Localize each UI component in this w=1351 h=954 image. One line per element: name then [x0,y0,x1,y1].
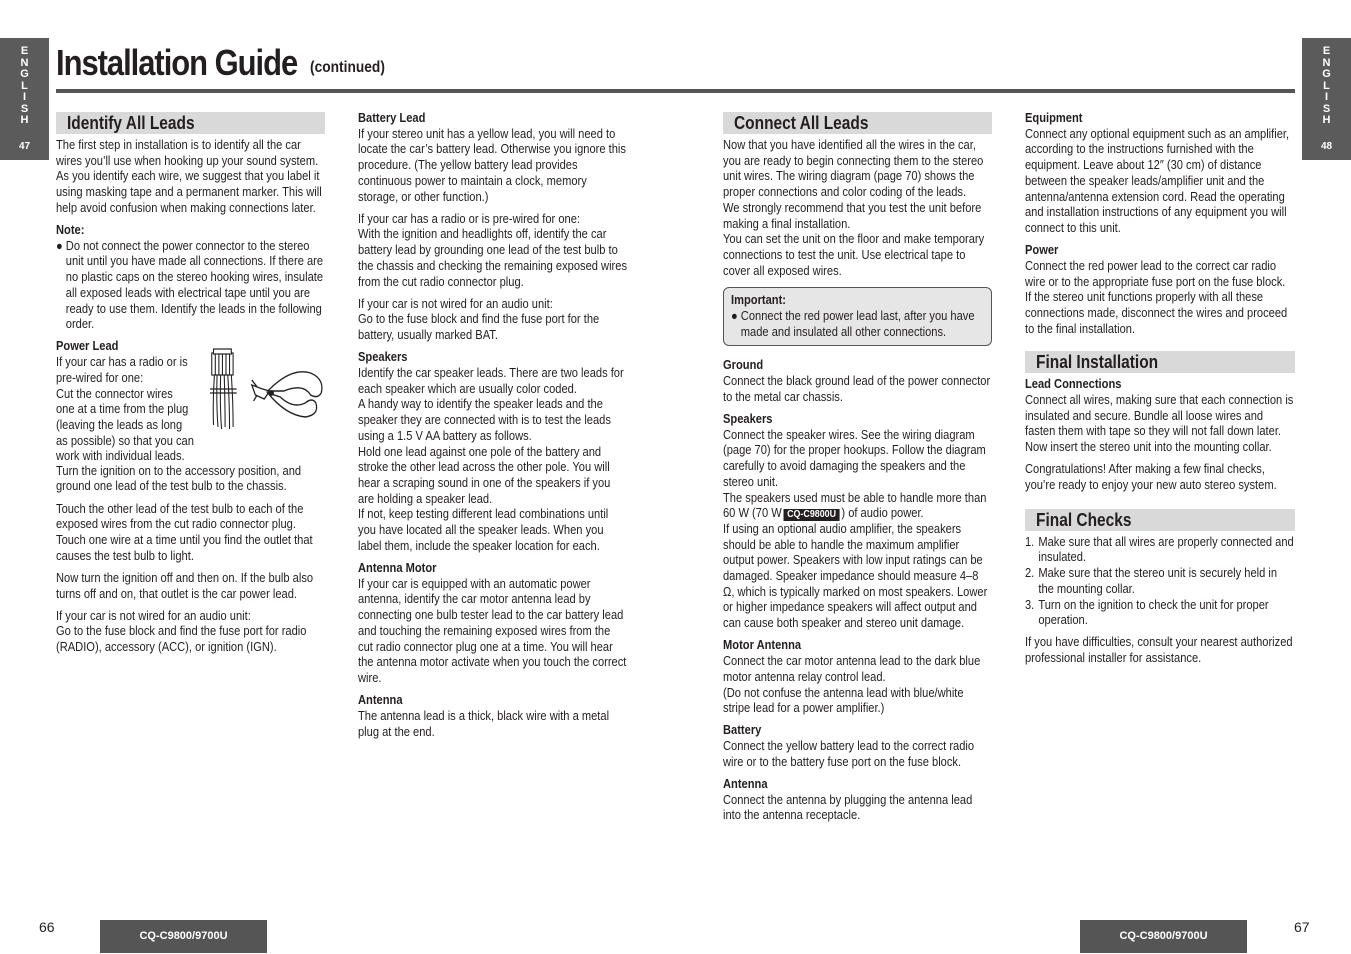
language-tab-left [0,38,49,160]
subheading-antenna: Antenna [723,777,768,792]
note-bullet-item: ● Do not connect the power connector to the stereo unit until you have made all connections. If there are no plastic caps on the stereo hooking wires, insulate all exposed leads with electrical tape until you are ready to use them. Identify the leads in the following order. [56,238,324,332]
subheading-antenna-motor: Antenna Motor [358,560,437,575]
subheading-ground: Ground [723,358,764,373]
paragraph: Identify the car speaker leads. There are two leads for each speaker which are usually color coded. A handy way to identify the speaker leads and the speaker they are connected with is to test the leads using a 1.5 V AA battery as follows. Hold one lead against one pole of the battery and stroke the other lead across the other pole. You will hear a scraping sound in one of the speakers if you are holding a speaker lead. If not, keep testing different lead combinations until you have located all the speaker leads. When you label them, include the speaker location for each. [358,366,624,553]
paragraph: Connect all wires, making sure that each connection is insulated and secure. Bundle all loose wires and fasten them with tape so they will not fall down later. Now insert the stereo unit into the mounting collar. [1025,393,1294,455]
language-tab-page-number: 48 [1320,141,1333,152]
wire-cutter-icon [252,372,322,417]
paragraph: Touch the other lead of the test bulb to each of the exposed wires from the cut radio connector plug. Touch one wire at a time until you find the outlet that causes the test bulb to light. [56,501,313,563]
title-divider [56,89,1295,93]
paragraph: Connect any optional equipment such as an amplifier, according to the instructions furnished with the equipment. Leave about 12″ (30 cm) of distance between the speaker leads/amplifier unit and the antenna/antenna extension cord. Read the operating and installation instructions of any equipment you will connect to this unit. [1025,126,1290,235]
list-item: 3. Turn on the ignition to check the unit for proper operation. [1025,597,1269,628]
paragraph: If your car has a radio or is pre-wired for one: With the ignition and headlights off, identify the car battery lead by grounding one lead of the test bulb to the chassis and checking the remaining exposed wires from the cut radio connector plug. [358,211,628,289]
language-tab-letters: E N G L I S H [1322,45,1331,126]
page-number-left: 66 [39,919,55,935]
paragraph: Now that you have identified all the wires in the car, you are ready to begin connecting them to the stereo unit wires. The wiring diagram (page 70) shows the proper connections and color coding of the leads. We strongly recommend that you test the unit before making a final installation. You can set the unit on the floor and make temporary connections to test the unit. Use electrical tape to cover all exposed wires. [723,138,985,278]
paragraph: Now turn the ignition off and then on. If the bulb also turns off and on, that outlet is the car power lead. [56,570,314,601]
paragraph: Connect the car motor antenna lead to the dark blue motor antenna relay control lead. (Do not confuse the antenna lead with blue/white stripe lead for a power amplifier.) [723,654,981,716]
paragraph: Connect the black ground lead of the power connector to the metal car chassis. [723,374,991,404]
subheading-antenna: Antenna [358,693,403,708]
power-lead-text: If your car has a radio or is pre-wired for one: Cut the connector wires one at a time from the plug (leaving the leads as long as possible) so that you can work with individual leads. [56,355,194,464]
paragraph: If you have difficulties, consult your nearest authorized professional installer for assistance. [1025,635,1293,666]
speaker-power-line: The speakers used must be able to handle more than 60 W (70 W CQ-C9800U ) of audio power. [723,490,987,521]
paragraph: Connect the speaker wires. See the wiring diagram (page 70) for the proper hookups. Follow the diagram carefully to avoid damaging the speakers and the stereo unit. The speakers used must be able to handle more than 60 W (70 W CQ-C9800U ) of audio power. If using an optional audio amplifier, the speakers should be able to handle the maximum amplifier output power. Speakers with low input ratings can be damaged. Speaker impedance should measure 4–8 Ω, which is typically marked on most speakers. Lower or higher impedance speakers will affect output and can cause both speaker and stereo unit damage. [723,428,992,632]
model-badge: CQ-C9800U [784,509,840,521]
bullet-icon: ● [56,238,63,253]
paragraph: Connect the antenna by plugging the antenna lead into the antenna receptacle. [723,792,973,823]
subheading-motor-antenna: Motor Antenna [723,638,802,653]
subheading-equipment: Equipment [1025,111,1083,125]
paragraph: Connect the yellow battery lead to the correct radio wire or to the battery fuse port on the fuse block. [723,739,975,769]
connector-and-cutter-illustration [206,347,331,442]
column-battery-speakers [358,111,628,747]
wire-connector-icon [210,349,237,429]
column-identify-leads [56,112,325,662]
column-connect-leads [723,112,992,831]
list-item: 1. Make sure that all wires are properly connected and insulated. [1025,534,1294,565]
paragraph: Turn the ignition on to the accessory position, and ground one lead of the test bulb to the chassis. [56,463,302,494]
section-heading-final-installation: Final Installation [1025,351,1295,373]
subheading-speakers: Speakers [358,350,408,365]
important-label: Important: [731,293,787,308]
important-bullet-item: ● Connect the red power lead last, after you have made and insulated all other connections. [731,309,975,339]
paragraph: Connect the red power lead to the correct car radio wire or to the appropriate fuse port on the fuse block. If the stereo unit functions properly with all these connections made, disconnect the wires and proceed to the final installation. [1025,258,1288,336]
subheading-battery: Battery [723,723,762,738]
subheading-battery-lead: Battery Lead [358,111,426,125]
page-title [56,42,385,84]
paragraph: The first step in installation is to identify all the car wires you’ll use when hooking up your sound system. As you identify each wire, we suggest that you label it using masking tape and a permanent marker. This will help avoid confusion when making connections later. [56,138,322,215]
bullet-icon: ● [731,309,738,324]
paragraph: If your car is not wired for an audio unit: Go to the fuse block and find the fuse port for the battery, usually marked BAT. [358,296,600,343]
subheading-power-lead: Power Lead [56,339,119,354]
language-tab-letters: E N G L I S H [20,45,29,126]
model-footer-right: CQ-C9800/9700U [1080,920,1247,953]
language-tab-page-number: 47 [18,141,31,152]
list-item: 2. Make sure that the stereo unit is securely held in the mounting collar. [1025,566,1278,596]
paragraph: If your car is not wired for an audio unit: Go to the fuse block and find the fuse port for radio (RADIO), accessory (ACC), or ignition (IGN). [56,608,307,655]
power-lead-block [56,355,325,464]
paragraph: If your car is equipped with an automatic power antenna, identify the car motor antenna lead by connecting one bulb tester lead to the car battery lead and touching the remaining exposed wires from the cut radio connector plug one at a time. You will hear the antenna motor activate when you touch the correct wire. [358,576,627,685]
page-title-sub: (continued) [310,59,385,76]
section-heading-final-checks: Final Checks [1025,509,1295,531]
paragraph: If your stereo unit has a yellow lead, you will need to locate the car’s battery lead. Otherwise you ignore this procedure. (The yellow battery lead provides continuous power to maintain a clock, memory storage, or other function.) [358,126,626,204]
subheading-speakers: Speakers [723,412,773,427]
paragraph: Congratulations! After making a few final checks, you’re ready to enjoy your new auto stereo system. [1025,462,1277,493]
section-heading-connect-all-leads: Connect All Leads [723,112,992,134]
model-footer-left: CQ-C9800/9700U [100,920,267,953]
language-tab-right [1302,38,1351,160]
column-final-installation [1025,111,1295,673]
section-heading-identify-all-leads: Identify All Leads [56,112,325,134]
final-checks-list [1025,535,1295,629]
note-label: Note: [56,223,85,238]
subheading-lead-connections: Lead Connections [1025,377,1122,392]
subheading-power: Power [1025,243,1059,258]
important-callout [723,287,992,346]
page-number-right: 67 [1294,919,1310,935]
page-title-main: Installation Guide [56,42,298,83]
paragraph: The antenna lead is a thick, black wire with a metal plug at the end. [358,708,610,739]
